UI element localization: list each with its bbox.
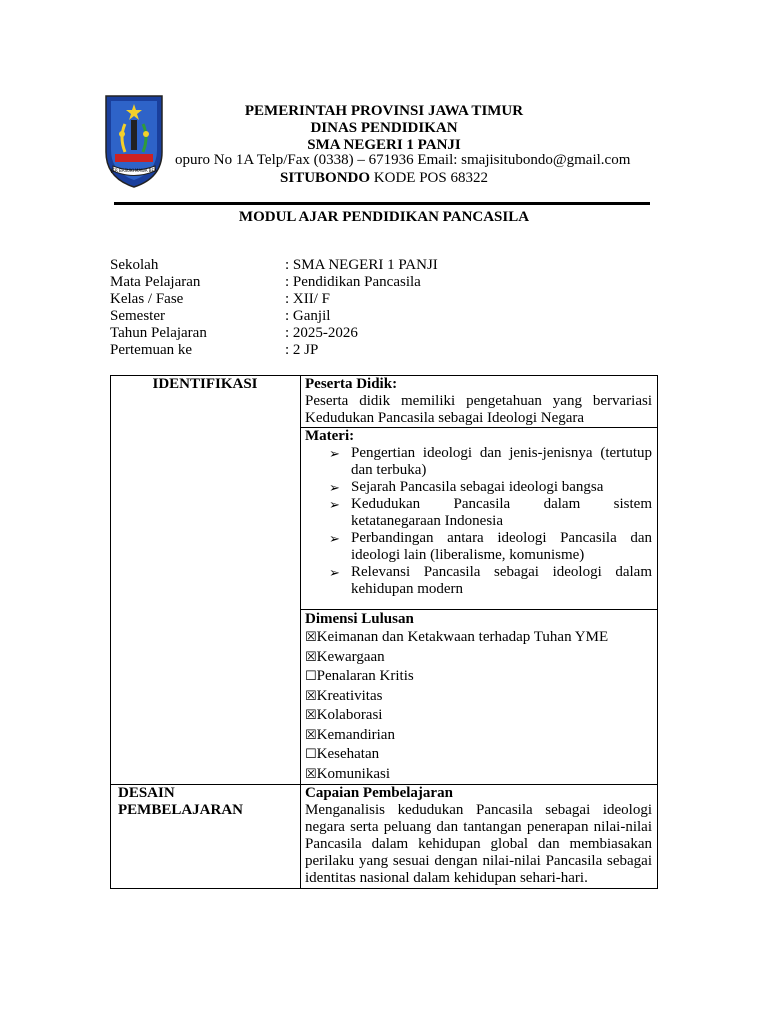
header-address: opuro No 1A Telp/Fax (0338) – 671936 Email: smajisitubondo@gmail.com	[175, 152, 631, 168]
module-table	[110, 375, 658, 889]
identifikasi-cell	[111, 376, 301, 785]
arrow-bullet-icon: ➢	[329, 531, 340, 546]
checkbox-icon: ☒	[305, 649, 317, 665]
dimensi-label: Keimanan dan Ketakwaan terhadap Tuhan YME	[316, 629, 609, 645]
header-divider	[114, 202, 650, 205]
meta-label: Mata Pelajaran	[110, 274, 201, 290]
peserta-text: Peserta didik memiliki pengetahuan yang bervariasi Kedudukan Pancasila sebagai Ideologi Negara	[305, 393, 652, 426]
arrow-bullet-icon: ➢	[329, 565, 340, 580]
header-school: SMA NEGERI 1 PANJI	[307, 137, 461, 153]
dimensi-label: Kreativitas	[316, 687, 383, 704]
list-item	[305, 445, 652, 479]
arrow-bullet-icon: ➢	[329, 497, 340, 512]
materi-item: Relevansi Pancasila sebagai ideologi dalam kehidupan modern	[351, 564, 652, 597]
dimensi-title: Dimensi Lulusan	[305, 611, 414, 627]
meta-label: Tahun Pelajaran	[110, 325, 207, 341]
meta-row	[110, 291, 438, 308]
meta-label: Kelas / Fase	[110, 291, 184, 307]
meta-label: Sekolah	[110, 257, 159, 273]
arrow-bullet-icon: ➢	[329, 446, 340, 461]
identifikasi-label: IDENTIFIKASI	[152, 376, 258, 392]
meta-info	[110, 257, 438, 359]
dimensi-label: Penalaran Kritis	[316, 668, 414, 684]
dimensi-label: Kemandirian	[316, 726, 395, 743]
checkbox-icon: ☒	[305, 688, 317, 704]
meta-label: Semester	[110, 308, 165, 324]
peserta-cell	[301, 376, 658, 428]
header-city: SITUBONDO	[280, 170, 371, 186]
desain-label-1: DESAIN	[118, 785, 175, 801]
peserta-title: Peserta Didik:	[305, 376, 398, 392]
meta-row	[110, 274, 438, 291]
meta-value: : Pendidikan Pancasila	[285, 274, 421, 290]
checkbox-icon: ☒	[305, 727, 317, 743]
dimensi-label: Kewargaan	[316, 648, 385, 665]
dimensi-item	[305, 765, 652, 785]
capaian-cell	[301, 785, 658, 889]
materi-cell	[301, 428, 658, 610]
materi-list	[305, 445, 652, 598]
materi-item: Perbandingan antara ideologi Pancasila dan ideologi lain (liberalisme, komunisme)	[351, 530, 652, 563]
dimensi-item	[305, 628, 652, 648]
table-row	[111, 785, 658, 889]
dimensi-item	[305, 687, 652, 707]
list-item	[305, 496, 652, 530]
meta-row	[110, 308, 438, 325]
meta-row	[110, 342, 438, 359]
header-province: PEMERINTAH PROVINSI JAWA TIMUR	[244, 103, 524, 119]
dimensi-label: Kesehatan	[316, 746, 380, 762]
checkbox-icon: ☒	[305, 630, 317, 645]
list-item	[305, 530, 652, 564]
dimensi-item	[305, 706, 652, 726]
dimensi-label: Kolaborasi	[316, 707, 383, 723]
header-city-line	[110, 170, 658, 187]
capaian-text: Menganalisis kedudukan Pancasila sebagai ideologi negara serta peluang dan tantangan penerapan nilai-nilai Pancasila dalam kehidupan global dan membiasakan perilaku yang sesuai dengan nilai-nilai Pancasila sebagai identitas nasional dalam kehidupan sehari-hari.	[305, 802, 652, 886]
dimensi-item	[305, 745, 652, 765]
materi-item: Kedudukan Pancasila dalam sistem ketatanegaraan Indonesia	[351, 496, 652, 529]
header-dinas: DINAS PENDIDIKAN	[310, 120, 458, 136]
materi-item: Sejarah Pancasila sebagai ideologi bangsa	[351, 479, 604, 495]
checkbox-icon: ☐	[305, 669, 317, 684]
materi-title: Materi:	[305, 428, 355, 444]
list-item	[305, 479, 652, 496]
checkbox-icon: ☒	[305, 708, 317, 723]
desain-label-2: PEMBELAJARAN	[118, 802, 244, 818]
dimensi-cell	[301, 610, 658, 785]
meta-value: : SMA NEGERI 1 PANJI	[285, 257, 438, 273]
meta-row	[110, 325, 438, 342]
document-title: MODUL AJAR PENDIDIKAN PANCASILA	[238, 209, 530, 225]
arrow-bullet-icon: ➢	[329, 480, 340, 495]
header-postal: KODE POS 68322	[373, 170, 488, 186]
meta-value: : XII/ F	[285, 291, 330, 307]
desain-cell	[111, 785, 301, 889]
dimensi-item	[305, 726, 652, 746]
list-item	[305, 564, 652, 598]
table-row	[111, 376, 658, 428]
checkbox-icon: ☐	[305, 747, 317, 762]
materi-item: Pengertian ideologi dan jenis-jenisnya (tertutup dan terbuka)	[351, 445, 652, 478]
meta-label: Pertemuan ke	[110, 342, 193, 358]
checkbox-icon: ☒	[305, 766, 317, 782]
dimensi-item	[305, 648, 652, 668]
logo-motto: JER BASUKI MAWA BEA	[111, 168, 157, 173]
capaian-title: Capaian Pembelajaran	[305, 785, 453, 801]
meta-row	[110, 257, 438, 274]
meta-value: : 2 JP	[285, 342, 319, 358]
dimensi-item	[305, 667, 652, 687]
dimensi-label: Komunikasi	[316, 765, 390, 782]
meta-value: : Ganjil	[285, 308, 331, 324]
meta-value: : 2025-2026	[285, 325, 358, 341]
